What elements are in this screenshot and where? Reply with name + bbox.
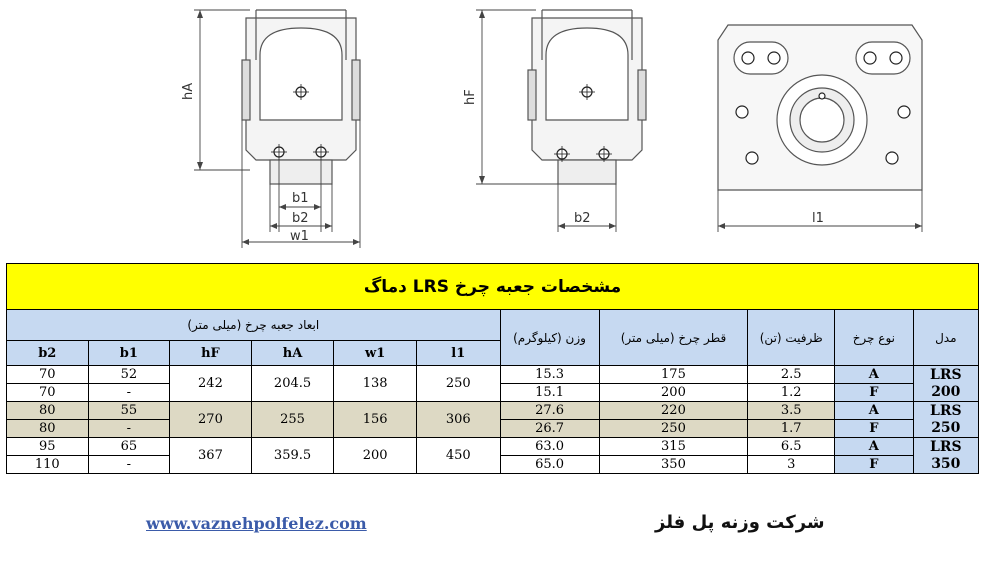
hf-cell: 242 — [170, 366, 252, 402]
weight-header: وزن (کیلوگرم) — [500, 310, 599, 366]
b2-cell: 70 — [7, 366, 89, 384]
weight-cell: 63.0 — [500, 438, 599, 456]
b2-cell: 80 — [7, 420, 89, 438]
diameter-cell: 200 — [599, 384, 748, 402]
b1-header: b1 — [88, 341, 170, 366]
model-cell: LRS 200 — [913, 366, 978, 402]
wheel-diameter-header: قطر چرخ (میلی متر) — [599, 310, 748, 366]
table-row — [7, 438, 979, 456]
weight-cell: 26.7 — [500, 420, 599, 438]
b2-cell: 80 — [7, 402, 89, 420]
capacity-cell: 6.5 — [748, 438, 835, 456]
ha-cell: 255 — [251, 402, 334, 438]
capacity-cell: 1.2 — [748, 384, 835, 402]
side-height-label: hF — [463, 89, 478, 105]
w1-cell: 156 — [334, 402, 417, 438]
wheel-type-cell: A — [835, 402, 914, 420]
b1-cell: 65 — [88, 438, 170, 456]
ha-cell: 359.5 — [251, 438, 334, 474]
w1-cell: 138 — [334, 366, 417, 402]
hf-cell: 270 — [170, 402, 252, 438]
model-cell: LRS 250 — [913, 402, 978, 438]
side-view-drawing — [462, 0, 652, 255]
w1-cell: 200 — [334, 438, 417, 474]
side-b2-label: b2 — [574, 211, 591, 226]
wheel-type-header: نوع چرخ — [835, 310, 914, 366]
capacity-header: ظرفیت (تن) — [748, 310, 835, 366]
w1-header: w1 — [334, 341, 417, 366]
wheel-type-cell: F — [835, 456, 914, 474]
diameter-cell: 175 — [599, 366, 748, 384]
capacity-cell: 3 — [748, 456, 835, 474]
b1-cell: - — [88, 384, 170, 402]
l1-cell: 250 — [416, 366, 500, 402]
l1-cell: 306 — [416, 402, 500, 438]
ha-header: hA — [251, 341, 334, 366]
front-height-label: hA — [181, 82, 196, 100]
capacity-cell: 3.5 — [748, 402, 835, 420]
company-name: شرکت وزنه پل فلز — [655, 512, 825, 533]
model-cell: LRS 350 — [913, 438, 978, 474]
b2-cell: 70 — [7, 384, 89, 402]
diameter-cell: 350 — [599, 456, 748, 474]
hf-header: hF — [170, 341, 252, 366]
wheel-type-cell: F — [835, 384, 914, 402]
capacity-cell: 1.7 — [748, 420, 835, 438]
table-title: مشخصات جعبه چرخ LRS دماگ — [7, 264, 979, 310]
capacity-cell: 2.5 — [748, 366, 835, 384]
wheel-type-cell: F — [835, 420, 914, 438]
table-row — [7, 366, 979, 384]
ha-cell: 204.5 — [251, 366, 334, 402]
front-view-drawing — [170, 0, 370, 255]
top-l1-label: l1 — [812, 211, 824, 226]
website-link[interactable]: www.vaznehpolfelez.com — [146, 514, 367, 533]
b1-cell: - — [88, 456, 170, 474]
front-b1-label: b1 — [292, 191, 309, 206]
l1-header: l1 — [416, 341, 500, 366]
hf-cell: 367 — [170, 438, 252, 474]
front-w1-label: w1 — [290, 229, 309, 244]
b1-cell: - — [88, 420, 170, 438]
weight-cell: 65.0 — [500, 456, 599, 474]
weight-cell: 15.1 — [500, 384, 599, 402]
l1-cell: 450 — [416, 438, 500, 474]
dimensions-group-header: ابعاد جعبه چرخ (میلی متر) — [7, 310, 501, 341]
wheel-type-cell: A — [835, 366, 914, 384]
weight-cell: 15.3 — [500, 366, 599, 384]
b2-header: b2 — [7, 341, 89, 366]
diameter-cell: 315 — [599, 438, 748, 456]
b1-cell: 55 — [88, 402, 170, 420]
model-header: مدل — [913, 310, 978, 366]
table-row — [7, 402, 979, 420]
diameter-cell: 220 — [599, 402, 748, 420]
weight-cell: 27.6 — [500, 402, 599, 420]
top-view-drawing — [700, 0, 935, 255]
b2-cell: 110 — [7, 456, 89, 474]
wheel-type-cell: A — [835, 438, 914, 456]
front-b2-label: b2 — [292, 211, 309, 226]
spec-table — [6, 263, 979, 474]
b1-cell: 52 — [88, 366, 170, 384]
diameter-cell: 250 — [599, 420, 748, 438]
b2-cell: 95 — [7, 438, 89, 456]
